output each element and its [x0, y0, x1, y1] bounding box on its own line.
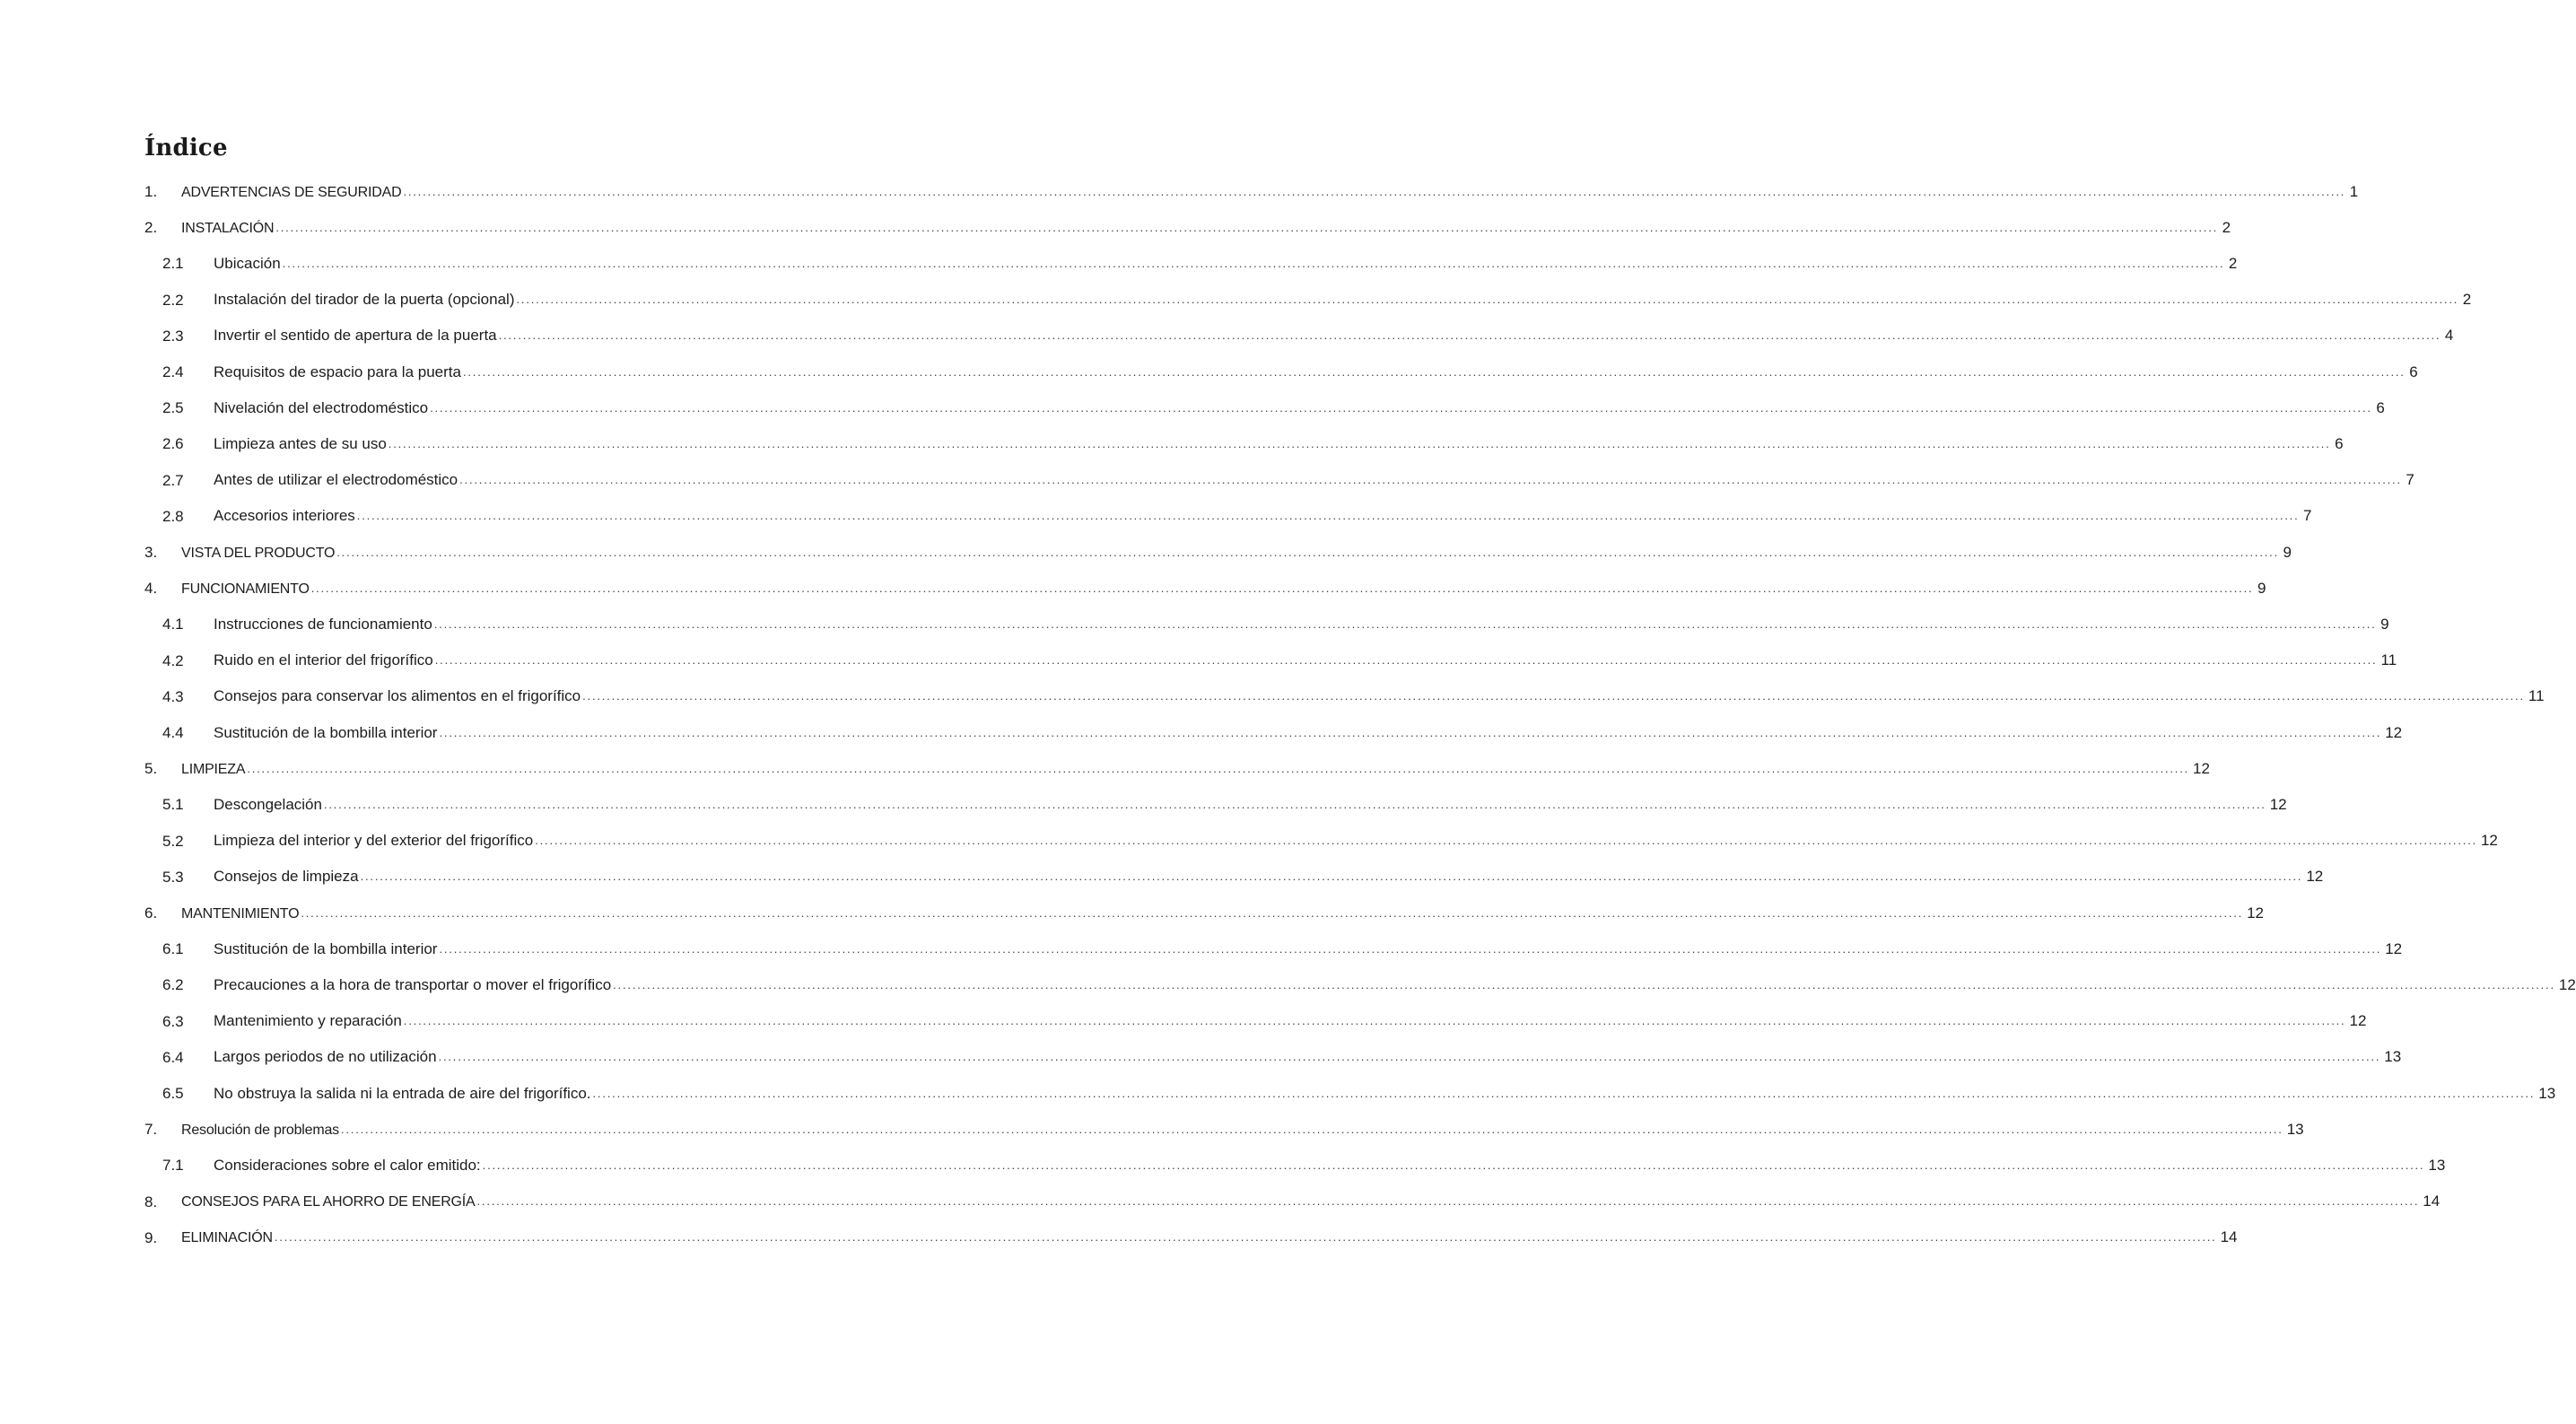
toc-entry-line: [214, 507, 2312, 526]
dot-leader: ................................................................................................................................................................................................................................................................................................................................................................................................................: [360, 869, 2303, 884]
toc-entry-page-number: 2: [2462, 291, 2472, 309]
dot-leader: ................................................................................................................................................................................................................................................................................................................................................................................................................: [498, 328, 2441, 343]
toc-entry-label: Mantenimiento y reparación: [214, 1012, 402, 1030]
toc-entry-label: VISTA DEL PRODUCTO: [181, 545, 336, 561]
toc-entry-number: 7.1: [162, 1157, 184, 1175]
toc-entry[interactable]: [0, 828, 2498, 855]
toc-entry-number: 5.2: [162, 832, 184, 850]
toc-entry-page-number: 4: [2444, 327, 2454, 345]
toc-entry-line: [214, 795, 2287, 815]
toc-entry-label: Consejos para conservar los alimentos en el frigorífico: [214, 687, 581, 705]
toc-entry-number: 2.7: [162, 471, 184, 489]
dot-leader: ................................................................................................................................................................................................................................................................................................................................................................................................................: [336, 545, 2279, 559]
toc-entry-line: [214, 291, 2472, 310]
toc-entry-line: [181, 904, 2264, 923]
toc-entry-page-number: 6: [2409, 363, 2418, 380]
dot-leader: ................................................................................................................................................................................................................................................................................................................................................................................................................: [613, 977, 2555, 992]
toc-entry-page-number: 7: [2406, 471, 2414, 489]
toc-entry-page-number: 13: [2538, 1084, 2556, 1102]
dot-leader: ................................................................................................................................................................................................................................................................................................................................................................................................................: [476, 1194, 2420, 1209]
toc-entry-label: INSTALACIÓN: [181, 220, 275, 236]
dot-leader: ................................................................................................................................................................................................................................................................................................................................................................................................................: [433, 616, 2377, 631]
toc-entry-page-number: 6: [2376, 398, 2385, 416]
toc-entry-line: [214, 254, 2238, 274]
toc-entry[interactable]: [0, 214, 2231, 241]
toc-entry[interactable]: [0, 1189, 2441, 1216]
toc-entry-page-number: 13: [2286, 1120, 2304, 1138]
toc-entry-label: Consejos de limpieza: [214, 868, 359, 886]
toc-entry-page-number: 9: [2257, 579, 2266, 597]
toc-entry[interactable]: [0, 972, 2576, 999]
toc-entry-label: Nivelación del electrodoméstico: [214, 398, 429, 416]
toc-entry-line: [181, 218, 2231, 238]
toc-entry-line: [214, 1012, 2367, 1031]
toc-entry-number: 4.3: [162, 687, 184, 705]
toc-entry-label: Invertir el sentido de apertura de la puerta: [214, 327, 497, 345]
toc-entry[interactable]: [0, 323, 2454, 350]
toc-entry[interactable]: [0, 756, 2210, 782]
toc-entry-line: [214, 1084, 2556, 1104]
toc-entry-number: 2.8: [162, 507, 184, 525]
dot-leader: ................................................................................................................................................................................................................................................................................................................................................................................................................: [340, 1122, 2283, 1136]
toc-entry[interactable]: [0, 1009, 2367, 1035]
toc-entry-line: [214, 615, 2389, 634]
toc-entry[interactable]: [0, 648, 2397, 675]
toc-entry-line: [181, 759, 2210, 779]
toc-entry-number: 3.: [144, 544, 158, 561]
toc-entry-page-number: 12: [2558, 975, 2576, 993]
toc-entry-page-number: 12: [2193, 759, 2210, 777]
toc-entry[interactable]: [0, 1152, 2446, 1179]
toc-entry-line: [181, 543, 2292, 563]
toc-entry-page-number: 14: [2220, 1228, 2238, 1246]
toc-entry[interactable]: [0, 539, 2292, 566]
toc-entry-label: Antes de utilizar el electrodoméstico: [214, 471, 458, 489]
toc-entry-page-number: 2: [2222, 218, 2231, 236]
toc-entry-page-number: 12: [2247, 904, 2264, 922]
toc-entry-label: Consideraciones sobre el calor emitido:: [214, 1156, 481, 1174]
toc-entry-line: [181, 1120, 2304, 1140]
toc-entry-line: [214, 434, 2344, 454]
toc-entry-number: 2.6: [162, 435, 184, 453]
toc-entry-page-number: 12: [2306, 868, 2324, 886]
dot-leader: ................................................................................................................................................................................................................................................................................................................................................................................................................: [582, 689, 2525, 703]
toc-entry[interactable]: [0, 503, 2312, 530]
toc-entry[interactable]: [0, 179, 2359, 205]
toc-entry-number: 4.4: [162, 724, 184, 741]
toc-entry-number: 1.: [144, 183, 158, 200]
dot-leader: ................................................................................................................................................................................................................................................................................................................................................................................................................: [301, 905, 2244, 920]
toc-entry-page-number: 9: [2283, 543, 2292, 561]
toc-entry[interactable]: [0, 359, 2418, 386]
toc-entry-line: [214, 868, 2324, 887]
toc-entry-page-number: 13: [2428, 1156, 2446, 1174]
toc-entry-line: [214, 832, 2498, 851]
dot-leader: ................................................................................................................................................................................................................................................................................................................................................................................................................: [516, 293, 2459, 307]
toc-entry-number: 9.: [144, 1228, 158, 1246]
dot-leader: ................................................................................................................................................................................................................................................................................................................................................................................................................: [462, 364, 2406, 379]
toc-entry-line: [214, 687, 2545, 706]
toc-entry-label: No obstruya la salida ni la entrada de aire del frigorífico.: [214, 1084, 591, 1102]
dot-leader: ................................................................................................................................................................................................................................................................................................................................................................................................................: [323, 797, 2266, 811]
toc-entry-page-number: 14: [2423, 1192, 2441, 1210]
toc-entry-line: [214, 975, 2576, 995]
toc-entry[interactable]: [0, 395, 2385, 422]
toc-entry-number: 8.: [144, 1192, 158, 1210]
dot-leader: ................................................................................................................................................................................................................................................................................................................................................................................................................: [403, 184, 2346, 198]
toc-entry[interactable]: [0, 1225, 2238, 1252]
dot-leader: ................................................................................................................................................................................................................................................................................................................................................................................................................: [275, 220, 2219, 234]
toc-entry[interactable]: [0, 1116, 2304, 1143]
toc-entry-page-number: 12: [2385, 723, 2403, 741]
toc-entry-line: [181, 1228, 2238, 1247]
dot-leader: ................................................................................................................................................................................................................................................................................................................................................................................................................: [439, 941, 2382, 956]
toc-entry-number: 2.: [144, 219, 158, 237]
dot-leader: ................................................................................................................................................................................................................................................................................................................................................................................................................: [403, 1014, 2346, 1028]
toc-entry[interactable]: [0, 864, 2324, 891]
toc-entry-label: Ubicación: [214, 254, 281, 272]
toc-entry-number: 6.4: [162, 1048, 184, 1066]
toc-entry-label: LIMPIEZA: [181, 761, 246, 777]
toc-entry-number: 2.4: [162, 363, 184, 380]
toc-entry-line: [214, 939, 2403, 959]
toc-entry-label: Resolución de problemas: [181, 1122, 339, 1138]
toc-entry-number: 4.2: [162, 651, 184, 669]
toc-entry-number: 2.1: [162, 255, 184, 273]
toc-entry-label: ELIMINACIÓN: [181, 1230, 273, 1246]
toc-entry-line: [214, 1156, 2446, 1175]
toc-entry-page-number: 11: [2380, 651, 2397, 669]
dot-leader: ................................................................................................................................................................................................................................................................................................................................................................................................................: [439, 725, 2382, 739]
toc-entry-label: Ruido en el interior del frigorífico: [214, 651, 433, 669]
dot-leader: ................................................................................................................................................................................................................................................................................................................................................................................................................: [482, 1158, 2425, 1172]
toc-entry-number: 6.: [144, 904, 158, 922]
toc-entry-line: [214, 651, 2397, 670]
toc-entry-page-number: 2: [2228, 254, 2238, 272]
toc-entry[interactable]: [0, 431, 2344, 458]
toc-entry-label: Limpieza del interior y del exterior del frigorífico: [214, 832, 534, 850]
toc-entry-label: Requisitos de espacio para la puerta: [214, 363, 461, 380]
toc-entry-label: Instalación del tirador de la puerta (opcional): [214, 291, 515, 309]
dot-leader: ................................................................................................................................................................................................................................................................................................................................................................................................................: [388, 436, 2331, 450]
toc-entry[interactable]: [0, 611, 2389, 638]
toc-entry[interactable]: [0, 791, 2287, 818]
toc-entry-line: [181, 579, 2266, 598]
dot-leader: ................................................................................................................................................................................................................................................................................................................................................................................................................: [247, 761, 2190, 775]
toc-entry-page-number: 12: [2385, 939, 2403, 957]
toc-entry-page-number: 9: [2380, 615, 2389, 633]
toc-entry[interactable]: [0, 467, 2414, 494]
dot-leader: ................................................................................................................................................................................................................................................................................................................................................................................................................: [535, 834, 2477, 848]
toc-entry-page-number: 1: [2349, 182, 2359, 200]
toc-entry[interactable]: [0, 575, 2266, 602]
dot-leader: ................................................................................................................................................................................................................................................................................................................................................................................................................: [434, 653, 2378, 668]
toc-entry[interactable]: [0, 1044, 2402, 1071]
toc-entry-line: [214, 723, 2403, 743]
page-title: Índice: [144, 135, 228, 162]
dot-leader: ................................................................................................................................................................................................................................................................................................................................................................................................................: [430, 400, 2372, 415]
toc-entry-page-number: 7: [2303, 507, 2312, 525]
toc-entry-label: Precauciones a la hora de transportar o mover el frigorífico: [214, 975, 612, 993]
toc-entry[interactable]: [0, 250, 2238, 277]
toc-entry-label: Descongelación: [214, 795, 322, 813]
toc-entry-number: 2.3: [162, 327, 184, 345]
toc-entry[interactable]: [0, 1080, 2556, 1107]
toc-entry-page-number: 11: [2528, 687, 2545, 705]
toc-entry-label: Accesorios interiores: [214, 507, 355, 525]
dot-leader: ................................................................................................................................................................................................................................................................................................................................................................................................................: [592, 1086, 2536, 1100]
dot-leader: ................................................................................................................................................................................................................................................................................................................................................................................................................: [282, 256, 2225, 270]
toc-entry-label: CONSEJOS PARA EL AHORRO DE ENERGÍA: [181, 1194, 476, 1210]
toc-entry-number: 4.: [144, 580, 158, 598]
toc-entry[interactable]: [0, 684, 2545, 711]
toc-entry-label: Sustitución de la bombilla interior: [214, 723, 438, 741]
toc-entry-label: Limpieza antes de su uso: [214, 434, 387, 452]
toc-entry-page-number: 12: [2480, 832, 2498, 850]
toc-entry-number: 7.: [144, 1121, 158, 1139]
toc-entry[interactable]: [0, 287, 2472, 314]
toc-entry-line: [181, 1192, 2441, 1211]
toc-entry-label: Instrucciones de funcionamiento: [214, 615, 432, 633]
dot-leader: ................................................................................................................................................................................................................................................................................................................................................................................................................: [310, 581, 2254, 595]
toc-entry-line: [214, 398, 2385, 418]
toc-entry[interactable]: [0, 720, 2403, 747]
toc-entry-label: Largos periodos de no utilización: [214, 1048, 437, 1066]
toc-entry-label: MANTENIMIENTO: [181, 905, 300, 922]
toc-entry-label: ADVERTENCIAS DE SEGURIDAD: [181, 184, 402, 200]
dot-leader: ................................................................................................................................................................................................................................................................................................................................................................................................................: [438, 1050, 2381, 1064]
toc-entry-line: [214, 363, 2418, 382]
toc-entry-page-number: 6: [2335, 434, 2344, 452]
toc-entry-line: [214, 1048, 2402, 1067]
toc-entry-number: 5.1: [162, 796, 184, 814]
toc-entry-label: FUNCIONAMIENTO: [181, 581, 310, 597]
toc-entry-number: 5.3: [162, 868, 184, 886]
toc-entry-number: 6.2: [162, 976, 184, 994]
toc-entry-page-number: 12: [2269, 795, 2287, 813]
dot-leader: ................................................................................................................................................................................................................................................................................................................................................................................................................: [459, 473, 2402, 487]
toc-entry[interactable]: [0, 936, 2403, 963]
toc-entry-number: 2.5: [162, 399, 184, 417]
toc-entry-page-number: 12: [2349, 1012, 2367, 1030]
toc-entry-number: 6.1: [162, 940, 184, 958]
toc-entry-line: [214, 327, 2454, 345]
toc-entry-page-number: 13: [2384, 1048, 2402, 1066]
dot-leader: ................................................................................................................................................................................................................................................................................................................................................................................................................: [356, 509, 2300, 523]
toc-entry-number: 6.3: [162, 1012, 184, 1030]
dot-leader: ................................................................................................................................................................................................................................................................................................................................................................................................................: [274, 1230, 2217, 1245]
toc-entry-number: 2.2: [162, 291, 184, 309]
toc-entry-number: 5.: [144, 760, 158, 778]
toc-entry-line: [214, 471, 2414, 490]
toc-entry-number: 4.1: [162, 616, 184, 633]
toc-entry-number: 6.5: [162, 1085, 184, 1102]
toc-entry[interactable]: [0, 900, 2264, 927]
toc-entry-line: [181, 182, 2359, 202]
toc-entry-label: Sustitución de la bombilla interior: [214, 939, 438, 957]
